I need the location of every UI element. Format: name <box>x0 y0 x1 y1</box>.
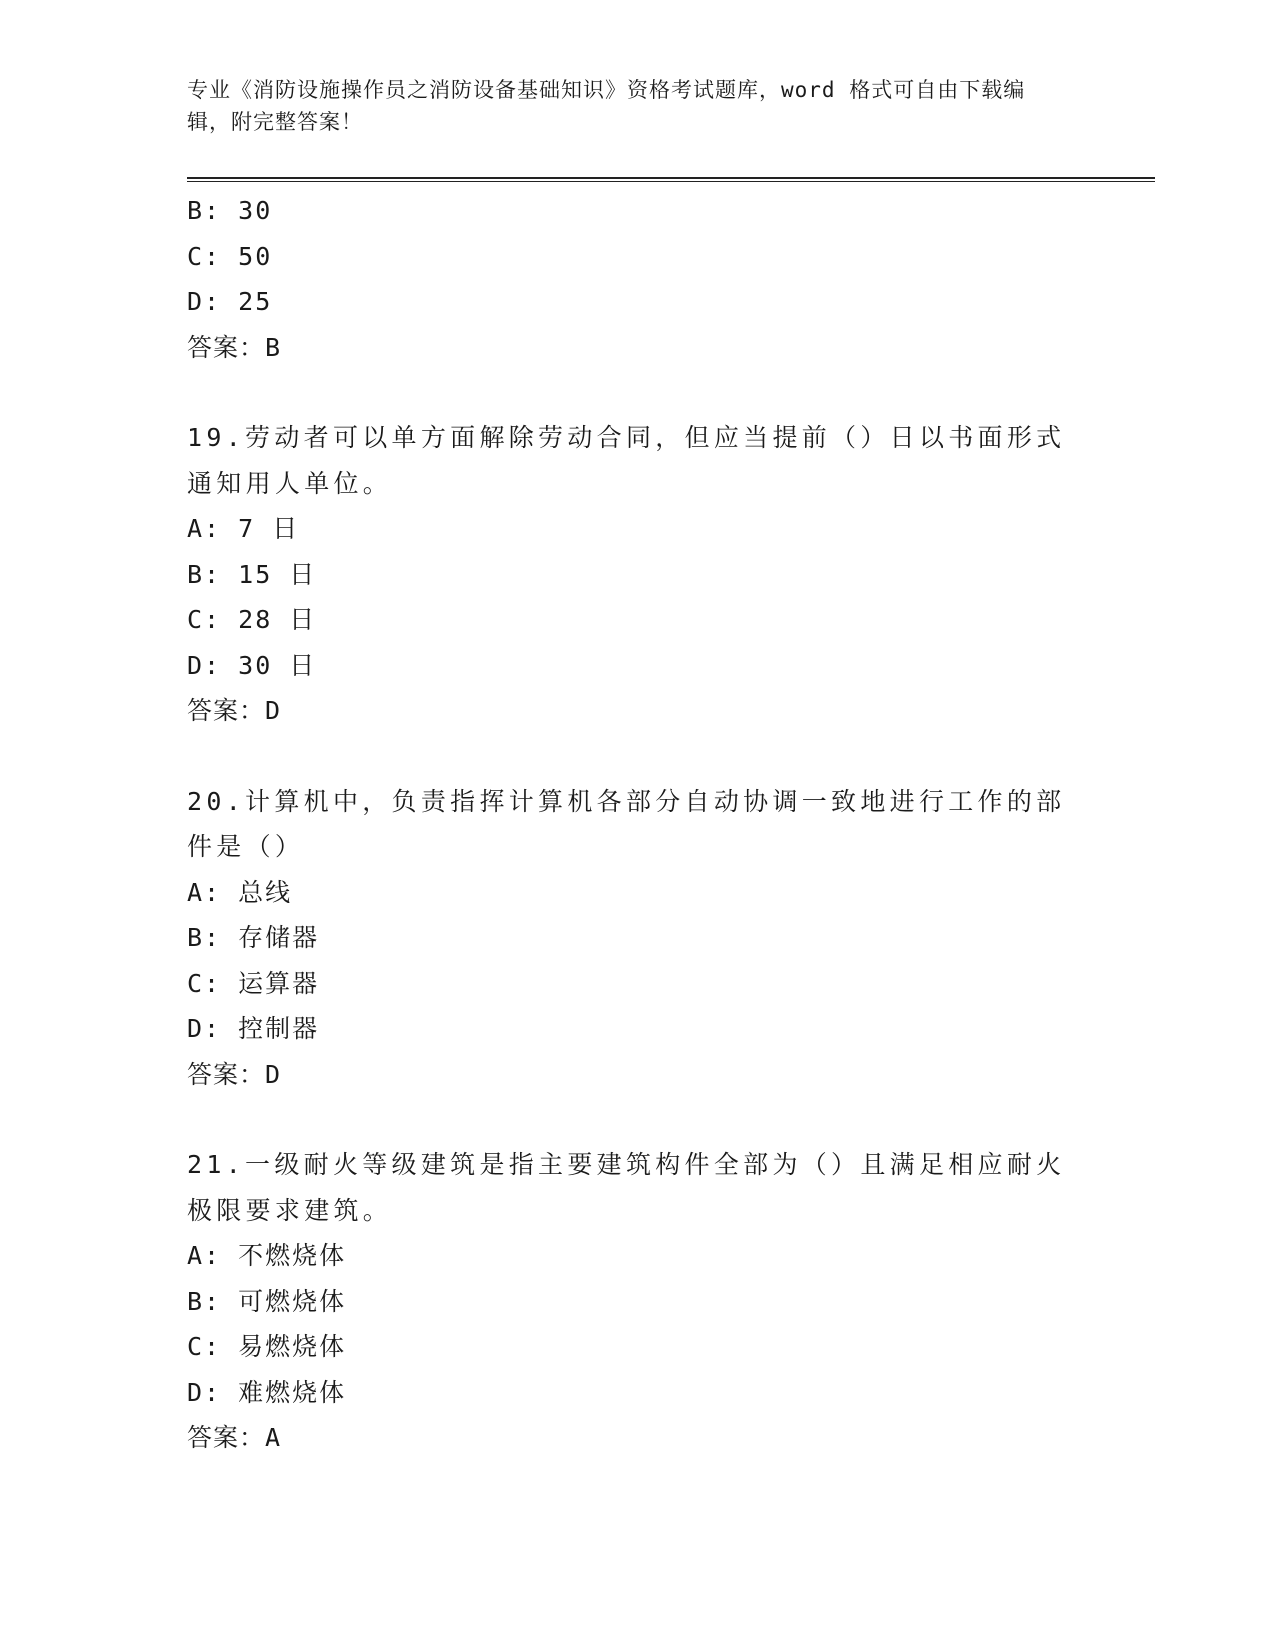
option-d: D: 难燃烧体 <box>187 1377 347 1407</box>
option-c: C: 50 <box>187 241 273 271</box>
option-a: A: 不燃烧体 <box>187 1241 347 1270</box>
question-stem: 20.计算机中，负责指挥计算机各部分自动协调一致地进行工作的部件是（） <box>187 786 1066 861</box>
option-b: B: 可燃烧体 <box>187 1286 347 1316</box>
answer-line: 答案：D <box>187 1059 282 1089</box>
question-stem: 19.劳动者可以单方面解除劳动合同，但应当提前（）日以书面形式通知用人单位。 <box>187 423 1066 498</box>
answer-line: 答案：A <box>187 1423 282 1452</box>
option-b: B: 15 日 <box>187 559 317 589</box>
question-21 <box>187 1142 1087 1461</box>
option-b: B: 存储器 <box>187 923 320 952</box>
page-header: 专业《消防设施操作员之消防设备基础知识》资格考试题库，word 格式可自由下载编辑，附完整答案！ <box>187 78 1026 134</box>
option-c: C: 运算器 <box>187 968 320 998</box>
answer-line: 答案：D <box>187 696 282 725</box>
question-18-continued <box>187 188 1087 370</box>
question-20 <box>187 779 1087 1098</box>
option-d: D: 30 日 <box>187 650 317 680</box>
header-divider <box>187 177 1155 182</box>
option-a: A: 总线 <box>187 877 293 907</box>
answer-line: 答案：B <box>187 332 282 362</box>
question-list <box>187 188 1087 1461</box>
option-c: C: 易燃烧体 <box>187 1332 347 1361</box>
option-a: A: 7 日 <box>187 514 300 543</box>
question-19 <box>187 415 1087 734</box>
option-d: D: 控制器 <box>187 1014 320 1043</box>
option-c: C: 28 日 <box>187 605 317 634</box>
option-d: D: 25 <box>187 287 273 316</box>
question-stem: 21.一级耐火等级建筑是指主要建筑构件全部为（）且满足相应耐火极限要求建筑。 <box>187 1150 1066 1225</box>
option-b: B: 30 <box>187 196 273 225</box>
